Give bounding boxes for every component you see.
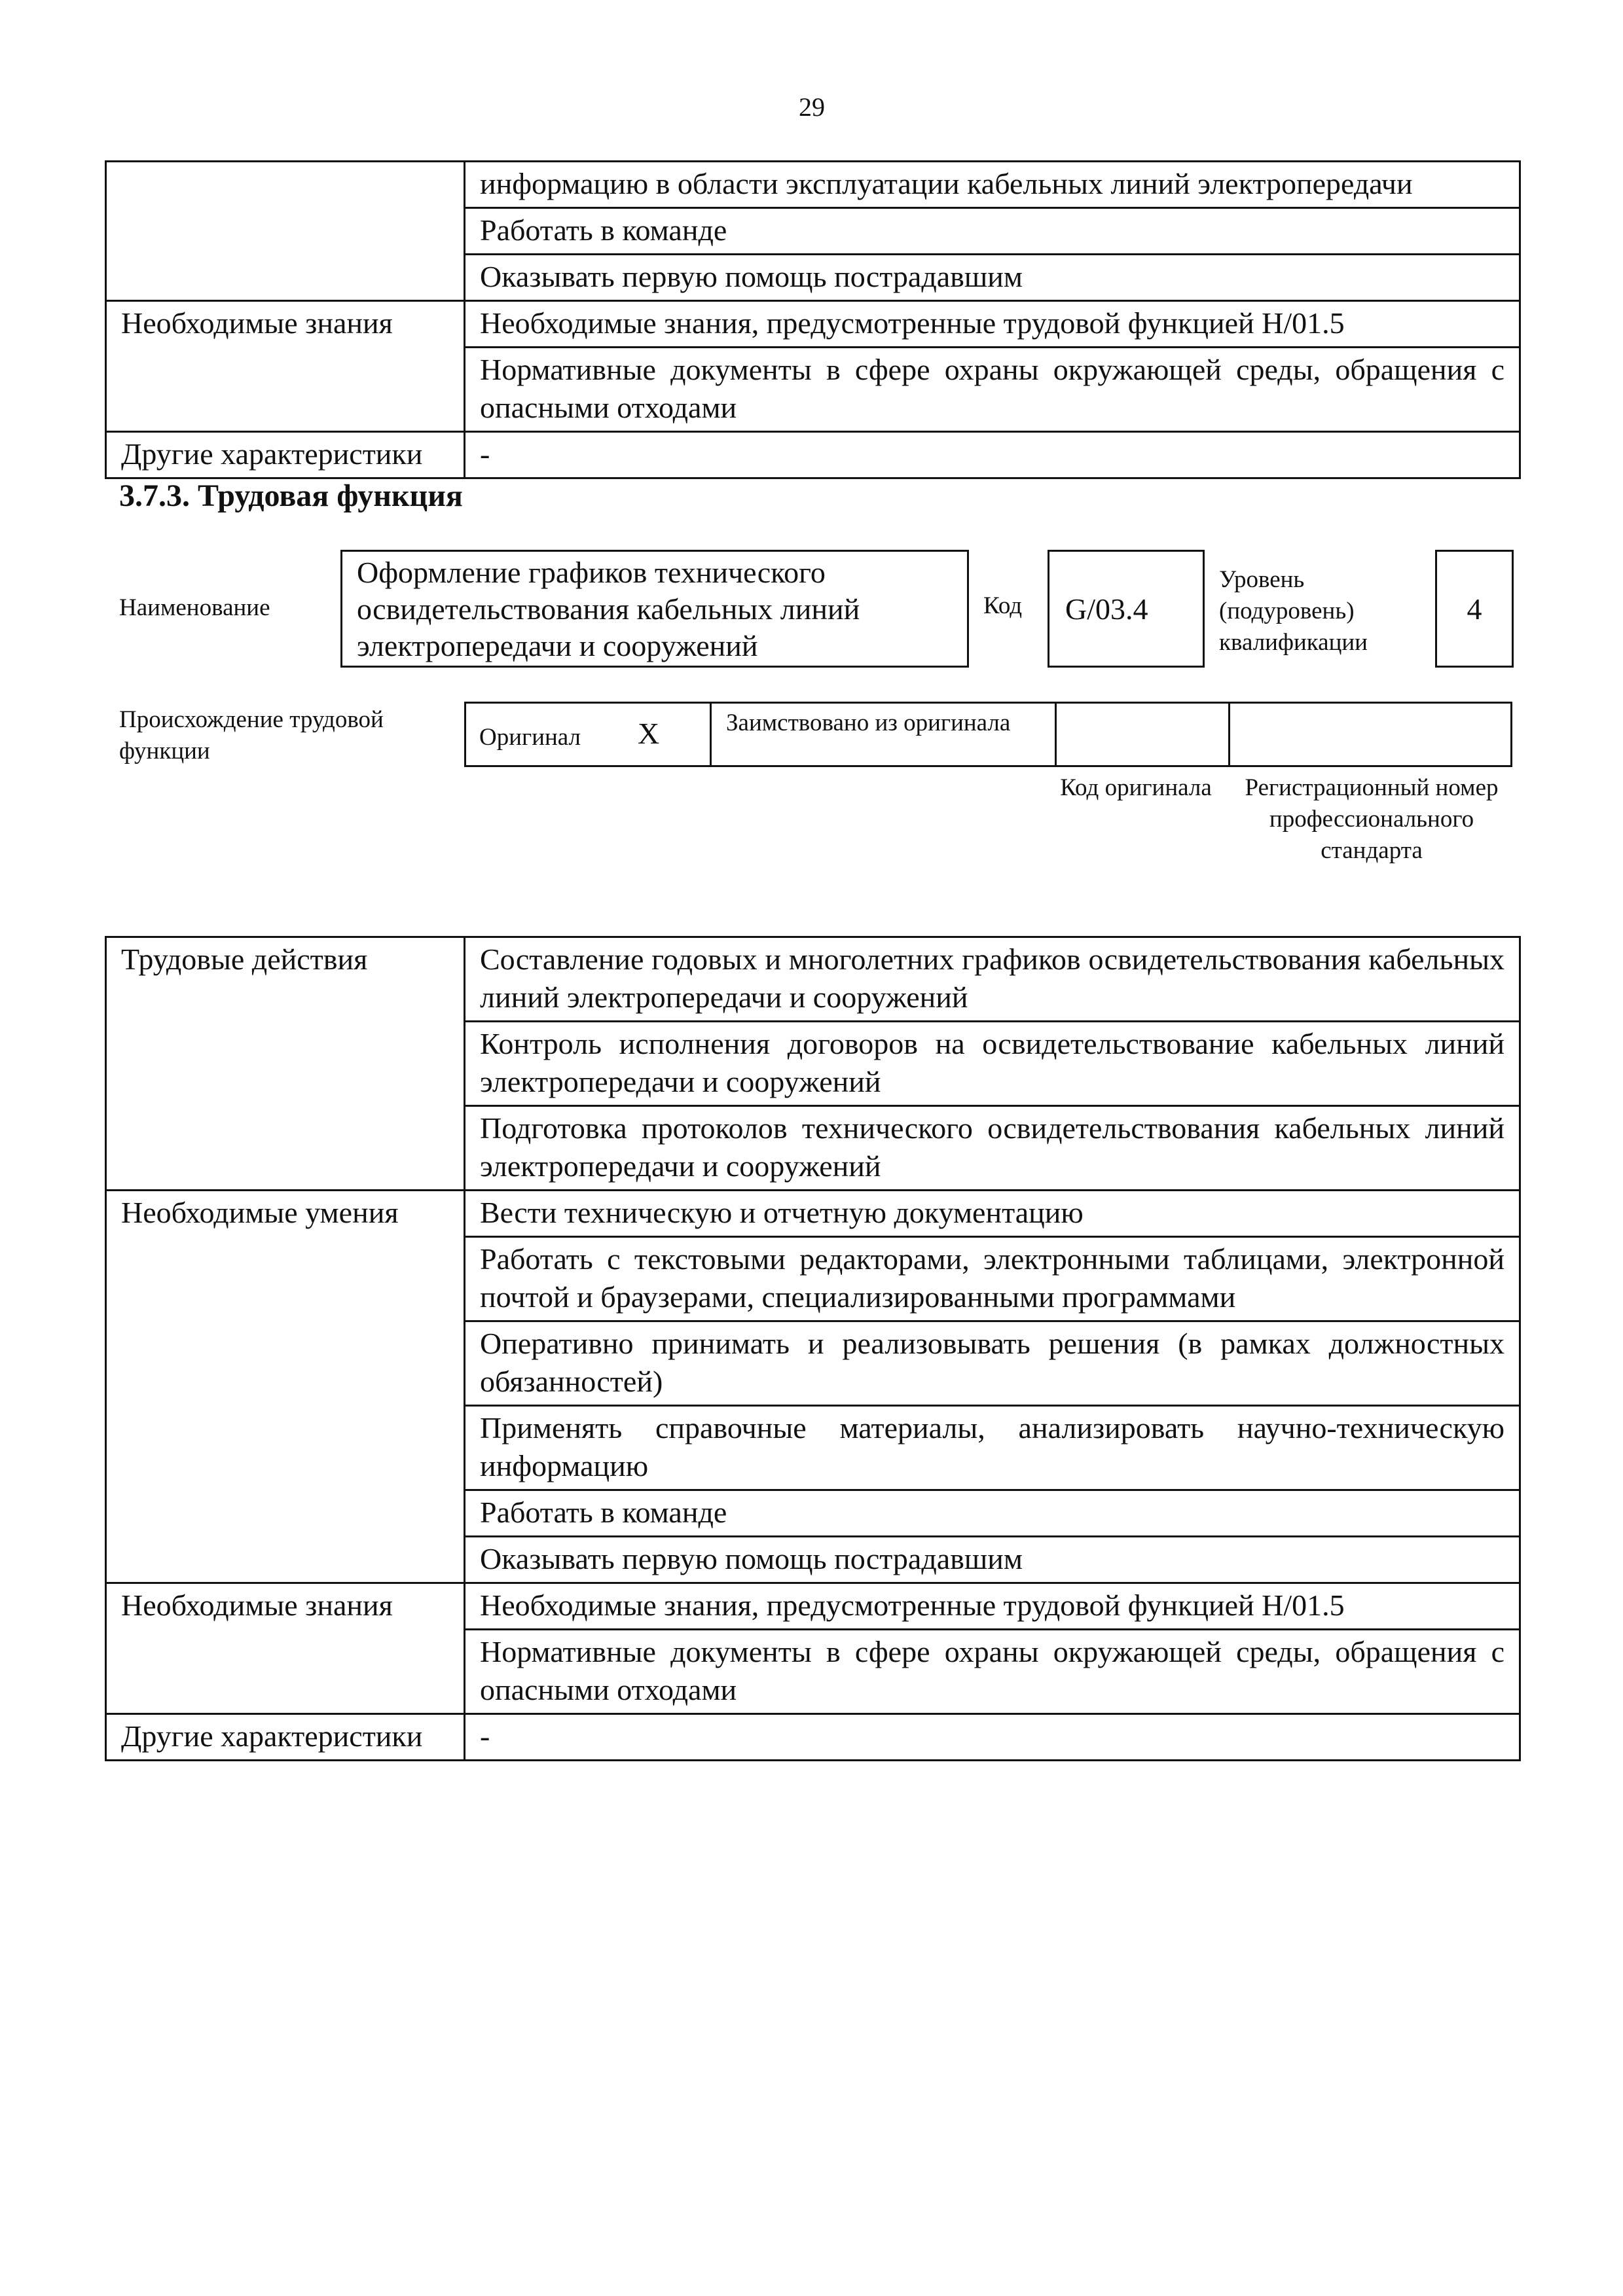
table-cell: Контроль исполнения договоров на освидетельствование кабельных линий электропередачи и сооружений (465, 1022, 1520, 1106)
registration-number-cell (1228, 702, 1512, 767)
row-label (106, 162, 465, 301)
table-row (106, 432, 1520, 478)
table-cell: Составление годовых и многолетних графиков освидетельствования кабельных линий электропередачи и сооружений (465, 937, 1520, 1022)
original-cell (464, 702, 712, 767)
table-cell: Подготовка протоколов технического освидетельствования кабельных линий электропередачи и сооружений (465, 1106, 1520, 1191)
table-cell: информацию в области эксплуатации кабельных линий электропередачи (465, 162, 1520, 208)
table-row (106, 301, 1520, 348)
origin-row (466, 702, 1514, 767)
row-label: Необходимые умения (106, 1191, 465, 1583)
table-cell: Вести техническую и отчетную документацию (465, 1191, 1520, 1237)
table-row (106, 1583, 1520, 1630)
level-label: Уровень (подуровень) квалификации (1219, 566, 1368, 656)
level-box: 4 (1435, 550, 1514, 668)
original-label: Оригинал (479, 724, 581, 751)
table-cell: - (465, 432, 1520, 478)
table-cell: Необходимые знания, предусмотренные трудовой функцией Н/01.5 (465, 1583, 1520, 1630)
function-details-table (105, 936, 1521, 1761)
table-cell: Оказывать первую помощь пострадавшим (465, 255, 1520, 301)
row-label: Необходимые знания (106, 301, 465, 432)
row-label: Необходимые знания (106, 1583, 465, 1714)
table-cell: Работать в команде (465, 1490, 1520, 1537)
original-mark: X (638, 717, 660, 750)
table-row (106, 937, 1520, 1022)
table-row (106, 1191, 1520, 1237)
code-label: Код (983, 592, 1023, 619)
table-cell: Оперативно принимать и реализовывать решения (в рамках должностных обязанностей) (465, 1321, 1520, 1406)
table-cell: Оказывать первую помощь пострадавшим (465, 1537, 1520, 1583)
continuation-table (105, 160, 1521, 479)
table-cell: Работать в команде (465, 208, 1520, 255)
origin-label: Происхождение трудовой функции (119, 706, 384, 764)
page-number: 29 (799, 92, 825, 122)
table-cell: Нормативные документы в сфере охраны окружающей среды, обращения с опасными отходами (465, 1630, 1520, 1714)
code-box: G/03.4 (1048, 550, 1205, 668)
section-title: 3.7.3. Трудовая функция (119, 478, 463, 513)
code-original-caption: Код оригинала (1060, 774, 1212, 801)
table-row (106, 162, 1520, 208)
table-row (106, 1714, 1520, 1761)
table-cell: Работать с текстовыми редакторами, электронными таблицами, электронной почтой и браузерами, специализированными программами (465, 1237, 1520, 1321)
registration-number-caption: Регистрационный номер профессионального стандарта (1245, 774, 1499, 864)
name-label: Наименование (119, 594, 270, 621)
code-original-cell (1055, 702, 1230, 767)
row-label: Другие характеристики (106, 1714, 465, 1761)
table-cell: - (465, 1714, 1520, 1761)
table-cell: Необходимые знания, предусмотренные трудовой функцией Н/01.5 (465, 301, 1520, 348)
table-cell: Применять справочные материалы, анализировать научно-техническую информацию (465, 1406, 1520, 1490)
row-label: Другие характеристики (106, 432, 465, 478)
borrowed-cell: Заимствовано из оригинала (710, 702, 1057, 767)
table-cell: Нормативные документы в сфере охраны окружающей среды, обращения с опасными отходами (465, 348, 1520, 432)
row-label: Трудовые действия (106, 937, 465, 1191)
function-name-box: Оформление графиков технического освидетельствования кабельных линий электропередачи и сооружений (340, 550, 969, 668)
